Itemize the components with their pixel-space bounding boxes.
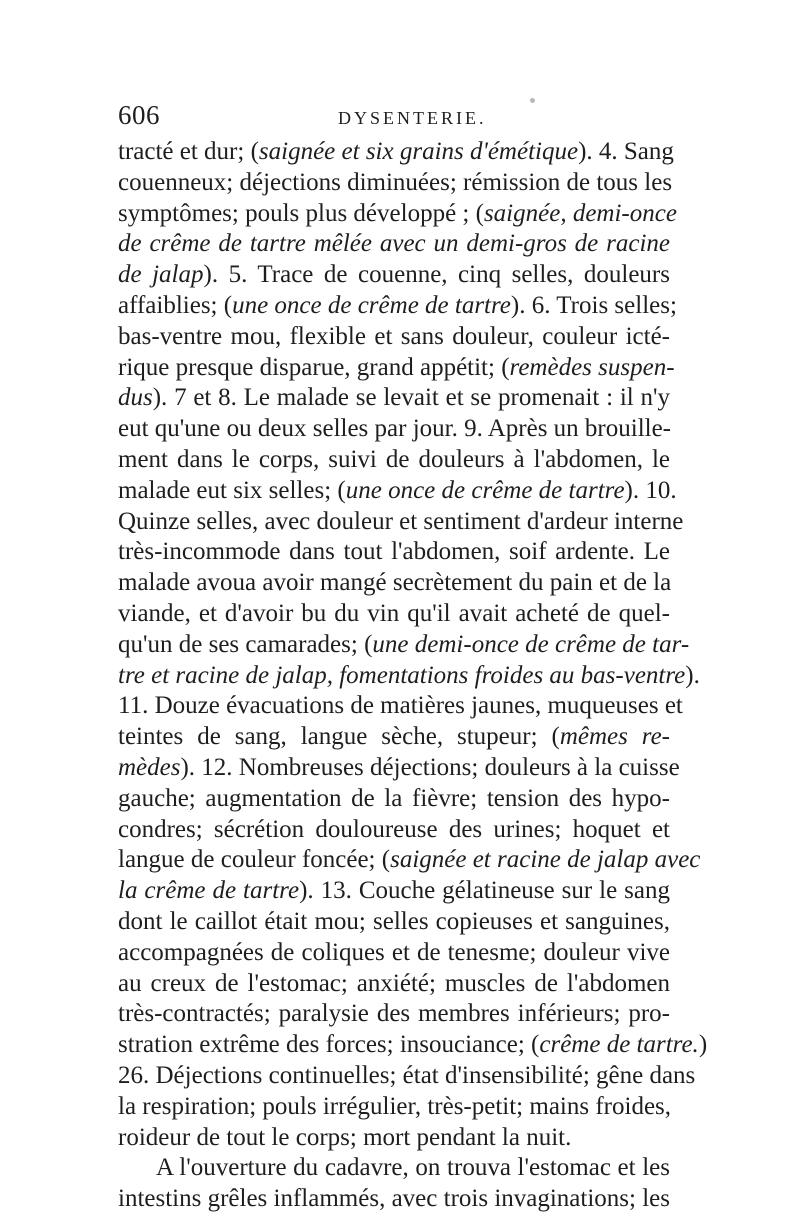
text-segment: gauche; augmentation de la fièvre; tension des hypo- bbox=[118, 784, 670, 812]
text-segment: ). 10. bbox=[624, 476, 677, 504]
text-segment: la respiration; pouls irrégulier, très-petit; mains froides, bbox=[118, 1092, 672, 1120]
text-segment: 26. Déjections continuelles; état d'insensibilité; gêne dans bbox=[118, 1061, 696, 1089]
text-line bbox=[118, 630, 690, 661]
text-segment: dont le caillot était mou; selles copieuses et sanguines, bbox=[118, 907, 670, 935]
text-line bbox=[118, 969, 670, 1000]
text-segment: Quinze selles, avec douleur et sentiment d'ardeur interne bbox=[118, 507, 684, 535]
italic-segment: tre et racine de jalap, fomentations froides au bas-ventre bbox=[118, 661, 686, 689]
text-segment: rique presque disparue, grand appétit; ( bbox=[118, 353, 510, 381]
italic-segment: mêmes re- bbox=[559, 723, 670, 751]
italic-segment: saignée, demi-once bbox=[483, 199, 677, 227]
text-line bbox=[118, 876, 670, 907]
text-segment: au creux de l'estomac; anxiété; muscles de l'abdomen bbox=[118, 969, 670, 997]
ink-speck bbox=[530, 98, 535, 103]
text-segment: affaiblies; ( bbox=[118, 291, 233, 319]
page-header bbox=[118, 100, 678, 134]
text-segment: viande, et d'avoir bu du vin qu'il avait acheté de quel- bbox=[118, 599, 670, 627]
text-line bbox=[118, 568, 670, 599]
text-segment: eut qu'une ou deux selles par jour. 9. Après un brouille- bbox=[118, 415, 672, 443]
text-segment: ment dans le corps, suivi de douleurs à l'abdomen, le bbox=[118, 445, 670, 473]
text-segment: A l'ouverture du cadavre, on trouva l'estomac et les bbox=[156, 1154, 670, 1182]
text-line bbox=[118, 815, 670, 846]
text-segment: ). 6. Trois selles; bbox=[510, 291, 677, 319]
italic-segment: une once de crême de tartre bbox=[232, 291, 511, 319]
text-segment: ). 13. Couche gélatineuse sur le sang bbox=[299, 877, 670, 905]
text-line bbox=[118, 537, 670, 568]
text-segment: couenneux; déjections diminuées; rémission de tous les bbox=[118, 168, 673, 196]
italic-segment: une demi-once de crême de tar- bbox=[372, 630, 690, 658]
body-text bbox=[118, 137, 708, 1215]
text-segment: roideur de tout le corps; mort pendant la nuit. bbox=[118, 1123, 572, 1151]
italic-segment: remèdes suspen- bbox=[509, 353, 675, 381]
text-segment: ). 12. Nombreuses déjections; douleurs à la cuisse bbox=[180, 753, 680, 781]
text-segment: tracté et dur; ( bbox=[118, 138, 259, 165]
italic-segment: crême de tartre. bbox=[539, 1031, 699, 1059]
text-line bbox=[118, 199, 677, 230]
text-line bbox=[118, 845, 701, 876]
text-segment: 11. Douze évacuations de matières jaunes, muqueuses et bbox=[118, 692, 683, 720]
text-segment: ). 5. Trace de couenne, cinq selles, douleurs bbox=[203, 261, 670, 289]
text-segment: malade eut six selles; ( bbox=[118, 476, 346, 504]
text-segment: ). 4. Sang bbox=[578, 138, 674, 165]
text-line bbox=[118, 1184, 670, 1215]
text-segment: qu'un de ses camarades; ( bbox=[118, 630, 373, 658]
text-segment: ) bbox=[698, 1031, 708, 1059]
text-line bbox=[118, 938, 670, 969]
text-segment: langue de couleur foncée; ( bbox=[118, 846, 391, 874]
text-line bbox=[118, 691, 683, 722]
text-line bbox=[118, 1061, 696, 1092]
text-segment: très-contractés; paralysie des membres inférieurs; pro- bbox=[118, 1000, 670, 1028]
italic-segment: saignée et racine de jalap avec bbox=[390, 846, 701, 874]
italic-segment: une once de crême de tartre bbox=[345, 476, 625, 504]
text-line bbox=[118, 168, 673, 199]
text-line bbox=[118, 907, 670, 938]
italic-segment: saignée et six grains d'émétique bbox=[258, 138, 579, 165]
text-line bbox=[118, 260, 670, 291]
text-segment: accompagnées de coliques et de tenesme; douleur vive bbox=[118, 938, 670, 966]
text-line bbox=[118, 999, 670, 1030]
text-segment: intestins grêles inflammés, avec trois invaginations; les bbox=[118, 1185, 670, 1213]
text-line bbox=[118, 383, 670, 414]
text-segment: bas-ventre mou, flexible et sans douleur, couleur icté- bbox=[118, 322, 670, 350]
text-line bbox=[118, 599, 670, 630]
text-segment: très-incommode dans tout l'abdomen, soif ardente. Le bbox=[118, 538, 670, 566]
text-line bbox=[118, 722, 670, 753]
text-line bbox=[118, 1153, 670, 1184]
text-line bbox=[118, 507, 684, 538]
italic-segment: mèdes bbox=[118, 753, 181, 781]
italic-segment: dus bbox=[118, 384, 153, 412]
text-segment: condres; sécrétion douloureuse des urines; hoquet et bbox=[118, 815, 670, 843]
text-line bbox=[118, 1092, 670, 1123]
text-segment: symptômes; pouls plus développé ; ( bbox=[118, 199, 484, 227]
text-line bbox=[118, 445, 670, 476]
italic-segment: la crême de tartre bbox=[118, 877, 300, 905]
running-title: DYSENTERIE. bbox=[338, 108, 487, 128]
page-number: 606 bbox=[118, 100, 160, 130]
text-line bbox=[118, 661, 700, 692]
text-line bbox=[118, 1030, 708, 1061]
text-line bbox=[118, 137, 674, 168]
text-line bbox=[118, 414, 670, 445]
italic-segment: de jalap bbox=[118, 261, 204, 289]
text-segment: teintes de sang, langue sèche, stupeur; ( bbox=[118, 723, 560, 751]
text-segment: ). 7 et 8. Le malade se levait et se promenait : il n'y bbox=[152, 384, 670, 412]
text-line bbox=[118, 476, 677, 507]
text-line bbox=[118, 753, 680, 784]
text-segment: malade avoua avoir mangé secrètement du pain et de la bbox=[118, 569, 672, 597]
text-line bbox=[118, 291, 677, 322]
text-line bbox=[118, 353, 675, 384]
italic-segment: de crême de tartre mêlée avec un demi-gros de racine bbox=[118, 230, 670, 258]
text-line bbox=[118, 229, 670, 260]
text-line bbox=[118, 1123, 670, 1154]
text-line bbox=[118, 322, 670, 353]
text-segment: stration extrême des forces; insouciance; ( bbox=[118, 1031, 540, 1059]
text-line bbox=[118, 784, 670, 815]
text-segment: ). bbox=[685, 661, 700, 689]
